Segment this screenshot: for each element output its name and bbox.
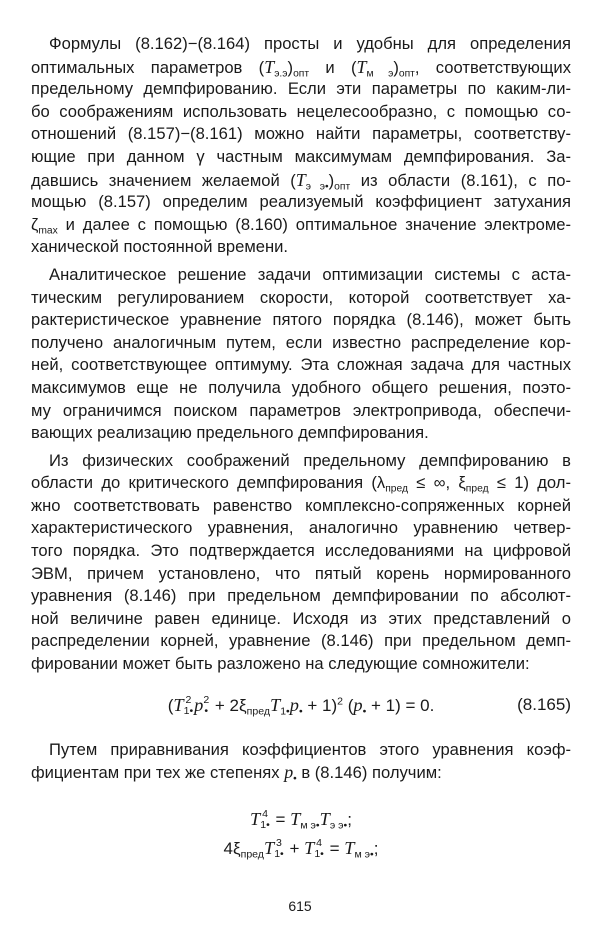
subscript: э э•: [329, 819, 348, 832]
text-run: бо соображениям использовать нецелесообразно, с помощью со-: [31, 101, 571, 121]
text-line: [31, 608, 571, 631]
math-symbol: T: [250, 808, 261, 829]
paragraph-1: [31, 33, 571, 259]
equation-t1-fourth: [31, 806, 571, 833]
math-symbol: T: [356, 56, 367, 77]
text-run: из области (8.161), с по-: [350, 170, 571, 190]
text-run: ≤ 1) дол-: [488, 473, 571, 493]
text-line: [31, 450, 571, 473]
math-symbol: T: [263, 837, 275, 858]
text-run: вающих реализацию предельного демпфирования.: [31, 423, 429, 443]
text-run: и далее с помощью (8.160) оптимальное значение электроме-: [57, 214, 571, 234]
math-symbol: T: [264, 56, 275, 77]
math-symbol: T: [304, 837, 315, 858]
text-run: жно соответствовать равенство комплексно-сопряженных корней: [31, 495, 571, 515]
math-symbol: p: [284, 762, 294, 783]
text-line: [31, 264, 571, 287]
text-run: ): [393, 57, 399, 77]
text-line: [31, 585, 571, 608]
sub-superscript: [274, 838, 284, 860]
text-run: фициентам при тех же степенях: [31, 763, 285, 783]
superscript: 2: [203, 694, 210, 707]
text-run: области до критического демпфирования (λ: [31, 473, 386, 493]
paragraph-3: [31, 450, 571, 676]
text-line: [31, 33, 571, 56]
text-run: ;: [373, 838, 379, 858]
subscript: опт: [398, 68, 415, 80]
text-line: [31, 309, 571, 332]
text-run: му ограничимся поиском параметров электропривода, обеспечи-: [31, 400, 571, 420]
equation-xi-pred: [31, 835, 571, 862]
text-run: рактеристическое уравнение пятого порядка (8.146), может быть: [31, 310, 571, 330]
subscript: 1•: [314, 848, 324, 861]
text-run: мощью (8.157) определим реализуемый коэффициент затухания: [31, 192, 571, 212]
text-run: ней, соответствующее оптимуму. Эта сложная задача для частных: [31, 355, 571, 375]
text-run: уравнения (8.146) при предельном демпфировании по абсолют-: [31, 586, 571, 606]
page-number: 615: [288, 898, 312, 914]
text-line: [31, 377, 571, 400]
text-run: , соответствующих: [414, 57, 572, 77]
text-run: характеристического уравнения, аналогично уравнению четвер-: [31, 518, 571, 538]
equation-body: [168, 692, 435, 719]
text-run: в (8.146) получим:: [296, 763, 442, 783]
subscript: э э•: [305, 181, 329, 193]
text-line: [31, 422, 571, 445]
equation-8-165: [31, 692, 571, 719]
text-line: [31, 400, 571, 423]
math-symbol: T: [269, 694, 281, 715]
superscript: 2: [185, 694, 192, 707]
text-line: [31, 540, 571, 563]
text-line: [31, 495, 571, 518]
text-run: ЭВМ, причем установлено, что пятый корень нормированного: [31, 563, 571, 583]
sub-superscript: [260, 809, 270, 831]
text-run: ζ: [31, 214, 39, 234]
subscript: 1•: [183, 705, 194, 718]
superscript: 3: [276, 837, 282, 850]
text-run: ной величине равен единице. Исходя из этих представлений о: [31, 608, 571, 628]
text-run: Из физических соображений предельному демпфированию в: [49, 450, 571, 470]
subscript: пред: [240, 848, 264, 861]
text-run: +: [284, 838, 305, 858]
text-run: (: [342, 695, 354, 715]
sub-superscript: [184, 695, 194, 717]
text-line: [31, 563, 571, 586]
math-symbol: p: [289, 694, 299, 715]
text-line: [31, 739, 571, 762]
subscript: 1•: [260, 819, 270, 832]
subscript: •: [362, 705, 367, 718]
text-run: =: [270, 809, 291, 829]
text-run: + 2ξ: [210, 695, 247, 715]
text-line: [31, 146, 571, 169]
superscript: 4: [316, 837, 323, 850]
text-run: отношений (8.157)−(8.161) можно найти параметры, соответству-: [31, 124, 571, 144]
text-line: [31, 169, 571, 192]
text-run: распределении корней, уравнение (8.146) при предельном демп-: [31, 631, 571, 651]
math-symbol: T: [319, 808, 330, 829]
equation-number: (8.165): [517, 694, 571, 714]
text-run: + 1): [302, 695, 338, 715]
text-run: максимумов еще не получила удобного общего решения, поэто-: [31, 377, 571, 397]
subscript: max: [38, 225, 58, 237]
text-run: Путем приравнивания коэффициентов этого уравнения коэф-: [49, 739, 571, 759]
paragraph-4: [31, 739, 571, 784]
math-symbol: T: [290, 808, 301, 829]
superscript: 2: [337, 695, 343, 708]
sub-superscript: [314, 838, 324, 860]
text-run: Формулы (8.162)−(8.164) просты и удобны для определения: [49, 34, 571, 53]
subscript: пред: [246, 705, 270, 718]
text-run: получено аналогичным путем, если известно распределение кор-: [31, 332, 571, 352]
text-run: + 1) = 0.: [366, 695, 435, 715]
text-run: ющие при данном γ частным максимумам демпфирования. За-: [31, 146, 571, 166]
text-line: [31, 287, 571, 310]
subscript: •: [293, 773, 297, 785]
text-run: тическим регулированием скорости, которой соответствует ха-: [31, 287, 571, 307]
text-run: =: [324, 838, 345, 858]
text-run: ханической постоянной времени.: [31, 237, 289, 257]
text-line: [31, 653, 571, 676]
text-line: [31, 236, 571, 259]
text-run: ): [328, 170, 335, 190]
text-run: Аналитическое решение задачи оптимизации системы с аста-: [49, 264, 571, 284]
subscript: опт: [293, 68, 310, 80]
text-run: того порядка. Это подтверждается исследованиями на цифровой: [31, 541, 571, 561]
text-line: [31, 78, 571, 101]
text-line: [31, 191, 571, 214]
math-symbol: T: [344, 837, 355, 858]
math-symbol: p: [353, 694, 363, 715]
page-body: [31, 33, 571, 862]
text-run: предельному демпфированию. Если эти параметры по каким-ли-: [31, 79, 571, 99]
text-line: [31, 354, 571, 377]
subscript: м э: [366, 68, 394, 80]
text-line: [31, 101, 571, 124]
subscript: 1•: [280, 705, 290, 718]
text-run: фировании может быть разложено на следующие сомножители:: [31, 654, 530, 674]
text-line: [31, 56, 571, 79]
subscript: •: [204, 705, 209, 718]
equation-row: [31, 692, 571, 719]
subscript: 1•: [274, 848, 284, 861]
math-symbol: p: [194, 694, 204, 715]
subscript: э.э: [274, 68, 288, 80]
text-run: оптимальных параметров (: [31, 57, 265, 77]
subscript: •: [298, 705, 303, 718]
sub-superscript: [203, 695, 209, 717]
text-run: ): [287, 57, 294, 77]
paragraph-2: [31, 264, 571, 445]
text-line: [31, 517, 571, 540]
text-run: и (: [309, 57, 357, 77]
text-run: давшись значением желаемой (: [31, 170, 296, 190]
subscript: пред: [465, 483, 489, 495]
text-line: [31, 332, 571, 355]
math-symbol: T: [295, 169, 306, 190]
text-run: 4ξ: [223, 838, 241, 858]
subscript: м э•: [354, 848, 374, 861]
subscript: м э•: [300, 819, 320, 832]
math-symbol: T: [173, 694, 184, 715]
text-line: [31, 123, 571, 146]
subscript: опт: [334, 181, 351, 193]
superscript: 4: [262, 808, 268, 821]
text-run: ≤ ∞, ξ: [408, 473, 466, 493]
text-line: [31, 472, 571, 495]
text-line: [31, 630, 571, 653]
subscript: пред: [385, 483, 409, 495]
text-run: (: [167, 695, 174, 715]
text-line: [31, 214, 571, 237]
text-run: ;: [347, 809, 352, 829]
text-line: [31, 761, 571, 784]
